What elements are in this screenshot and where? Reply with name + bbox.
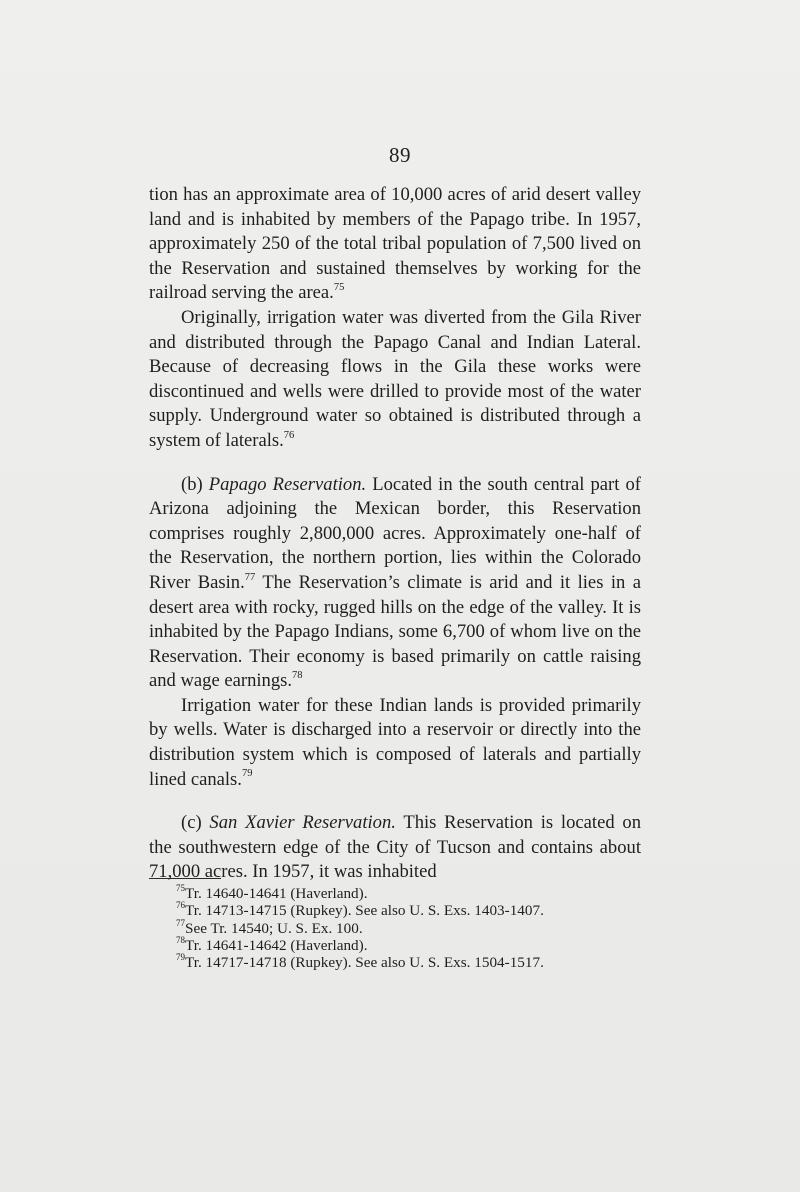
footnote-text: Tr. 14713-14715 (Rupkey). See also U. S. Exs. 1403-1407. — [185, 902, 544, 920]
footnote — [176, 882, 646, 902]
footnote-number: 76 — [176, 900, 185, 911]
footnote — [176, 917, 646, 937]
paragraph-1-text: tion has an approximate area of 10,000 acres of arid desert valley land and is inhabited by members of the Papago tribe. In 1957, approximately 250 of the total tribal population of 7,500 lived on the Reservation and sustained themselves by working for the railroad serving the area. — [149, 184, 641, 304]
footnote-text: Tr. 14717-14718 (Rupkey). See also U. S. Exs. 1504-1517. — [185, 954, 544, 972]
footnote-number: 77 — [176, 917, 185, 928]
section-title-san-xavier: San Xavier Reservation. — [209, 812, 396, 834]
footnote-text: Tr. 14641-14642 (Haverland). — [185, 936, 368, 954]
paragraph-san-xavier — [149, 811, 641, 885]
page-number: 89 — [389, 143, 411, 167]
footnote-separator — [149, 878, 221, 879]
footnote — [176, 934, 646, 954]
footnote-text: See Tr. 14540; U. S. Ex. 100. — [185, 919, 363, 937]
footnote-ref-78: 78 — [292, 670, 303, 682]
body-text — [149, 183, 641, 885]
paragraph-irrigation-text: Irrigation water for these Indian lands is provided primarily by wells. Water is discharged into a reservoir or directly into the distribution system which is composed of laterals and partially lined canals. — [149, 694, 641, 790]
footnote-ref-79: 79 — [241, 768, 253, 780]
paragraph-papago-text-b: The Reservation’s climate is arid and it lies in a desert area with rocky, rugged hills on the edge of the valley. It is inhabited by the Papago Indians, some 6,700 of whom live on the Reservation. Their economy is based primarily on cattle raising and wage earnings. — [149, 571, 641, 692]
footnote-ref-77: 77 — [244, 571, 256, 583]
section-title-papago: Papago Reservation. — [208, 473, 367, 495]
paragraph-papago — [149, 473, 641, 694]
footnotes — [176, 882, 646, 972]
footnote-number: 75 — [176, 882, 185, 893]
paragraph-irrigation — [149, 694, 641, 792]
footnote-text: Tr. 14640-14641 (Haverland). — [185, 885, 368, 902]
footnote — [176, 954, 646, 971]
footnote-number: 78 — [176, 934, 185, 945]
section-marker-b: (b) — [181, 473, 203, 495]
paragraph-san-xavier-text: This Reservation is located on the southwestern edge of the City of Tucson and contains about 71,000 acres. In 1957, it was inhabited — [149, 812, 641, 883]
paragraph-2-text: Originally, irrigation water was diverted from the Gila River and distributed through the Papago Canal and Indian Lateral. Because of decreasing flows in the Gila these works were discontinued and wells were drilled to provide most of the water supply. Underground water so obtained is distributed through a system of laterals. — [149, 306, 641, 451]
paragraph-2 — [149, 306, 641, 454]
section-marker-c: (c) — [181, 812, 202, 834]
footnote — [176, 902, 646, 919]
footnote-ref-75: 75 — [333, 282, 345, 294]
paragraph-papago-text-a: Located in the south central part of Arizona adjoining the Mexican border, this Reservation comprises roughly 2,800,000 acres. Approximately one-half of the Reservation, the northern portion, lies within the Colorado River Basin. — [149, 473, 641, 593]
paragraph-1 — [149, 183, 641, 306]
footnote-ref-76: 76 — [283, 429, 295, 441]
footnote-number: 79 — [176, 952, 185, 963]
